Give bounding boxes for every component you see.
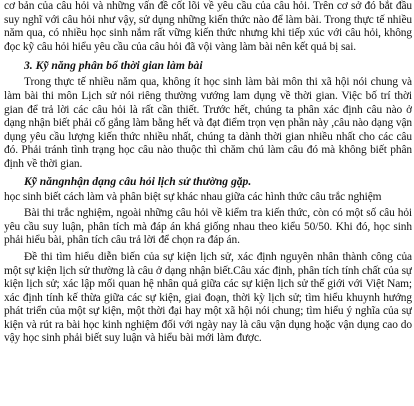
paragraph-multiple-choice: Bài thi trắc nghiệm, ngoài những câu hỏi về kiểm tra kiến thức, còn có một số câu hỏi yêu cầu suy luận, phân tích mà đáp án khá giống nhau theo kiểu 50/50. Khi đó, học sinh phải hiểu bài, phân tích câu trả lời để chọn ra đáp án. xyxy=(4,207,412,247)
section-heading-question-recognition: Kỹ năngnhận dạng câu hỏi lịch sử thường gặp. xyxy=(24,174,252,188)
document-page xyxy=(4,0,412,406)
paragraph-exam-levels: Đề thi tìm hiểu diễn biến của sự kiện lịch sử, xác định nguyên nhân thành công của một sự kiện lịch sử thường là câu ở dạng nhận biết.Câu xác định, phân tích tính chất của sự kiện lịch sử; xác lập mối quan hệ nhân quả giữa các sự kiện lịch sử thế giới với Việt Nam; xác định tính kế thừa giữa các sự kiện, giai đoạn, thời kỳ lịch sử; tìm hiểu khuynh hướng phát triển của một sự kiện, một thời đại hay một xã hội nói chung; tìm hiểu ý nghĩa của sự kiện và rút ra bài học kinh nghiệm đối với ngày nay là câu vận dụng hoặc vận dụng cao do vậy học sinh phải biết suy luận và hiểu bài mới làm được. xyxy=(4,250,412,345)
section-heading-time-allocation: 3. Kỹ năng phân bổ thời gian làm bài xyxy=(24,59,203,73)
paragraph-intro-continuation: cơ bản của câu hỏi và những vấn đề cốt lõi về yêu cầu của câu hỏi. Trên cơ sở đó bắt đầu suy nghĩ với câu hỏi như vậy, sử dụng những kiến thức nào để làm bài. Trong thực tế nhiều năm qua, có nhiều học sinh nắm rất vững kiến thức nhưng khi tiếp xúc với câu hỏi, không đọc kỹ câu hỏi hiểu yêu cầu của câu hỏi đã vội vàng làm bài nên kết quả bị sai. xyxy=(4,0,412,53)
paragraph-question-types: học sinh biết cách làm và phân biệt sự khác nhau giữa các hình thức câu trắc nghiệm xyxy=(4,190,382,203)
paragraph-time-allocation: Trong thực tế nhiều năm qua, không ít học sinh làm bài môn thi xã hội nói chung và làm bài thi môn Lịch sử nói riêng thường vướng lam dụng về thời gian. Việc bố trí thời gian để trả lời các câu hỏi là rất cần thiết. Trước hết, chúng ta phân xác định câu nào ở dạng nhận biết phải cố gắng làm bằng hết và đạt điểm trọn vẹn phần này ,câu nào dạng vận dụng yêu cầu lượng kiến thức nhiều nhất, chúng ta dành thời gian nhiều nhất cho các câu đó. Phải tránh tình trạng học câu nào thuộc thì chăm chú làm câu đó mà không biết phân định về thời gian. xyxy=(4,76,412,170)
